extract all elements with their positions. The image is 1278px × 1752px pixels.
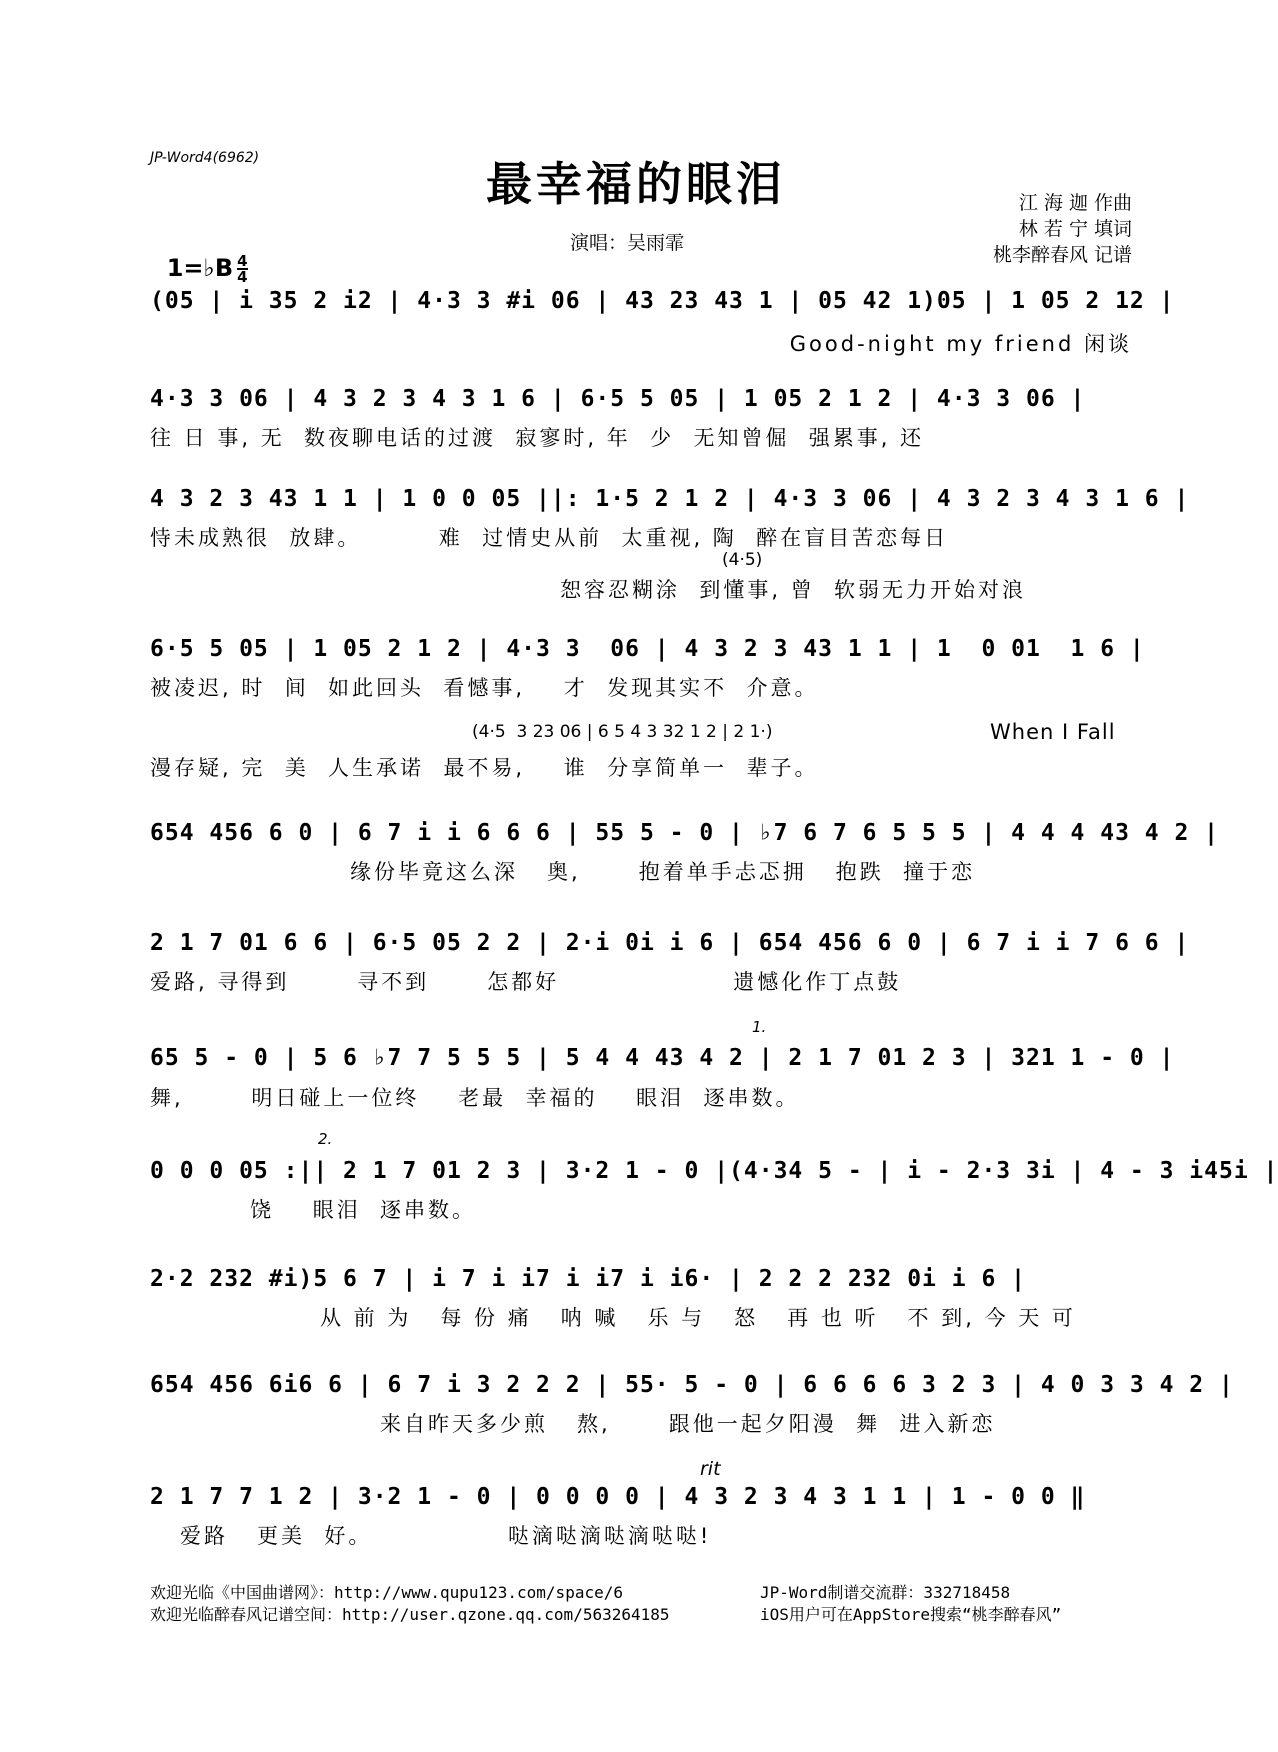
footer-left-1: 欢迎光临《中国曲谱网》：http://www.qupu123.com/space/6 <box>150 1583 623 1602</box>
footer-right-2: iOS用户可在AppStore搜索“桃李醉春风” <box>760 1605 1062 1624</box>
lyric-line-5: 缘份毕竟这么深 奥, 抱着单手忐忑拥 抱跌 撞于恋 <box>350 860 976 884</box>
alt-notes-3: (4·5) <box>722 550 763 570</box>
score-line-7: 65 5 - 0 | 5 6 ♭7 7 5 5 5 | 5 4 4 43 4 2 | 2 1 7 01 2 3 | 321 1 - 0 | <box>150 1045 1175 1071</box>
footer-right-1: JP-Word制谱交流群：332718458 <box>760 1583 1011 1602</box>
transcriber-credit: 桃李醉春风 记谱 <box>992 244 1132 266</box>
lyric-line-3b: 恕容忍糊涂 到懂事, 曾 软弱无力开始对浪 <box>560 578 1027 602</box>
lyric-line-2: 往 日 事, 无 数夜聊电话的过渡 寂寥时, 年 少 无知曾倔 强累事, 还 <box>150 426 925 450</box>
lyric-line-10: 来自昨天多少煎 熬, 跟他一起夕阳漫 舞 进入新恋 <box>380 1412 996 1436</box>
score-line-2: 4·3 3 06 | 4 3 2 3 4 3 1 6 | 6·5 5 05 | 1 05 2 1 2 | 4·3 3 06 | <box>150 386 1086 412</box>
score-line-4: 6·5 5 05 | 1 05 2 1 2 | 4·3 3 06 | 4 3 2 3 43 1 1 | 1 0 01 1 6 | <box>150 636 1145 662</box>
volta-2-marker: 2. <box>318 1130 333 1148</box>
score-line-1: (05 | i 35 2 i2 | 4·3 3 #i 06 | 43 23 43 1 | 05 42 1)05 | 1 05 2 12 | <box>150 288 1175 314</box>
lyric-when-i-fall: When I Fall <box>990 720 1116 744</box>
time-top: 4 <box>237 252 248 270</box>
score-line-10: 654 456 6i6 6 | 6 7 i 3 2 2 2 | 55· 5 - 0 | 6 6 6 6 3 2 3 | 4 0 3 3 4 2 | <box>150 1372 1234 1398</box>
lyric-line-3a: 恃未成熟很 放肆。 难 过情史从前 太重视, 陶 醉在盲目苦恋每日 <box>150 526 949 550</box>
lyric-line-7: 舞, 明日碰上一位终 老最 幸福的 眼泪 逐串数。 <box>150 1086 800 1110</box>
program-label: JP-Word4(6962) <box>150 150 260 166</box>
footer-left-2: 欢迎光临醉春风记谱空间：http://user.qzone.qq.com/563264185 <box>150 1605 670 1624</box>
score-line-9: 2·2 232 #i)5 6 7 | i 7 i i7 i i7 i i6· | 2 2 2 232 0i i 6 | <box>150 1266 1026 1292</box>
lyric-line-4b: 漫存疑, 完 美 人生承诺 最不易, 谁 分享简单一 辈子。 <box>150 756 819 780</box>
composer-credit: 江 海 迦 作曲 <box>1018 192 1132 214</box>
lyricist-credit: 林 若 宁 填词 <box>1018 218 1132 240</box>
volta-1-marker: 1. <box>752 1018 767 1036</box>
lyric-line-6: 爱路, 寻得到 寻不到 怎都好 遗憾化作丁点鼓 <box>150 970 902 994</box>
lyric-line-8: 饶 眼泪 逐串数。 <box>250 1198 477 1222</box>
score-line-6: 2 1 7 01 6 6 | 6·5 05 2 2 | 2·i 0i i 6 | 654 456 6 0 | 6 7 i i 7 6 6 | <box>150 930 1190 956</box>
rit-marker: rit <box>700 1458 721 1480</box>
score-line-8: 0 0 0 05 :|| 2 1 7 01 2 3 | 3·2 1 - 0 |(4·34 5 - | i - 2·3 3i | 4 - 3 i45i | <box>150 1158 1278 1184</box>
score-line-11: 2 1 7 7 1 2 | 3·2 1 - 0 | 0 0 0 0 | 4 3 2 3 4 3 1 1 | 1 - 0 0 ‖ <box>150 1484 1086 1510</box>
lyric-line-9: 从 前 为 每 份 痛 呐 喊 乐 与 怒 再 也 听 不 到, 今 天 可 <box>320 1306 1076 1330</box>
score-line-5: 654 456 6 0 | 6 7 i i 6 6 6 | 55 5 - 0 | ♭7 6 7 6 5 5 5 | 4 4 4 43 4 2 | <box>150 820 1219 846</box>
time-signature <box>237 254 247 284</box>
time-bottom: 4 <box>237 268 248 286</box>
score-line-3: 4 3 2 3 43 1 1 | 1 0 0 05 ||: 1·5 2 1 2 | 4·3 3 06 | 4 3 2 3 4 3 1 6 | <box>150 486 1190 512</box>
key-prefix: 1=♭B <box>166 254 234 282</box>
singer-label: 演唱：吴雨霏 <box>570 232 685 254</box>
key-signature <box>150 226 248 284</box>
lyric-line-11: 爱路 更美 好。 哒滴哒滴哒滴哒哒! <box>180 1524 712 1548</box>
alt-notes-4: (4·5 3 23 06 | 6 5 4 3 32 1 2 | 2 1·) <box>472 722 773 742</box>
song-title: 最幸福的眼泪 <box>486 157 786 211</box>
lyric-line-1: Good-night my friend 闲谈 <box>789 332 1132 356</box>
lyric-line-4a: 被凌迟, 时 间 如此回头 看憾事, 才 发现其实不 介意。 <box>150 676 819 700</box>
